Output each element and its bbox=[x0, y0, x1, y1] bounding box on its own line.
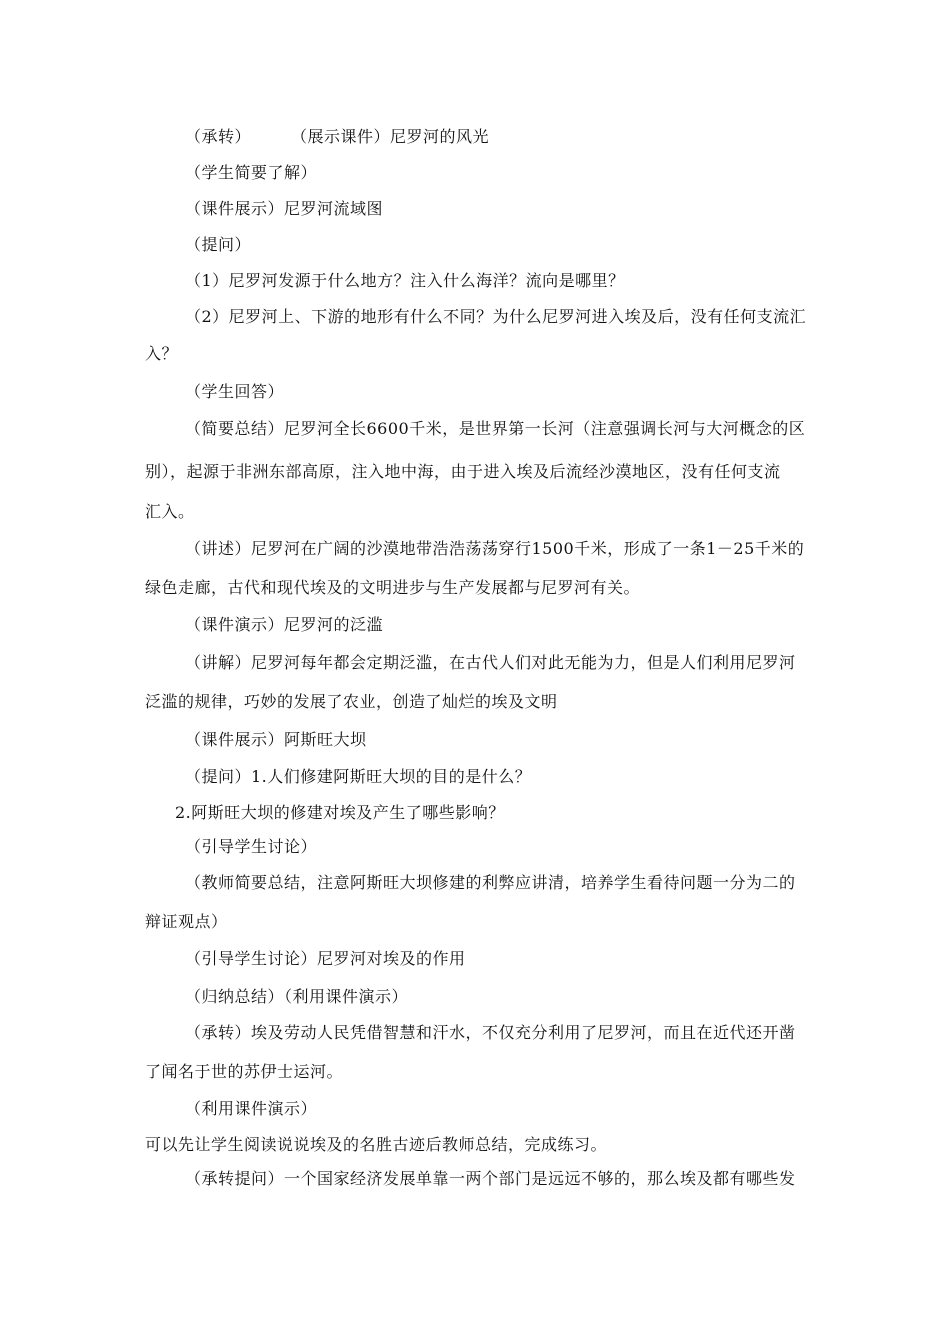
text-segment: （承转） bbox=[185, 127, 252, 146]
text-line: （简要总结）尼罗河全长6600千米，是世界第一长河（注意强调长河与大河概念的区 bbox=[185, 419, 806, 438]
text-line: （课件展示）阿斯旺大坝 bbox=[185, 730, 367, 749]
text-line: （讲述）尼罗河在广阔的沙漠地带浩浩荡荡穿行1500千米，形成了一条1－25千米的 bbox=[185, 539, 805, 558]
text-line: （承转）埃及劳动人民凭借智慧和汗水，不仅充分利用了尼罗河，而且在近代还开凿 bbox=[185, 1023, 796, 1042]
text-line: 可以先让学生阅读说说埃及的名胜古迹后教师总结，完成练习。 bbox=[145, 1135, 608, 1154]
text-line: （承转提问）一个国家经济发展单靠一两个部门是远远不够的，那么埃及都有哪些发 bbox=[185, 1169, 796, 1188]
text-line bbox=[185, 126, 855, 148]
text-line: （课件展示）尼罗河流域图 bbox=[185, 199, 384, 218]
text-line: 别），起源于非洲东部高原，注入地中海，由于进入埃及后流经沙漠地区，没有任何支流 bbox=[145, 462, 781, 481]
text-line: （归纳总结）（利用课件演示） bbox=[185, 987, 409, 1006]
text-line: （利用课件演示） bbox=[185, 1099, 318, 1118]
text-line: （提问）1.人们修建阿斯旺大坝的目的是什么？ bbox=[185, 767, 532, 786]
text-line: （学生回答） bbox=[185, 382, 285, 401]
text-line: 绿色走廊，古代和现代埃及的文明进步与生产发展都与尼罗河有关。 bbox=[145, 578, 641, 597]
text-line: （1）尼罗河发源于什么地方？注入什么海洋？流向是哪里？ bbox=[185, 271, 625, 290]
text-line: （教师简要总结，注意阿斯旺大坝修建的利弊应讲清，培养学生看待问题一分为二的 bbox=[185, 873, 796, 892]
text-line: （引导学生讨论）尼罗河对埃及的作用 bbox=[185, 949, 466, 968]
text-line: （讲解）尼罗河每年都会定期泛滥，在古代人们对此无能为力，但是人们利用尼罗河 bbox=[185, 653, 796, 672]
text-line: 2.阿斯旺大坝的修建对埃及产生了哪些影响？ bbox=[175, 803, 505, 822]
text-segment: （展示课件）尼罗河的风光 bbox=[291, 127, 490, 146]
text-line: （课件演示）尼罗河的泛滥 bbox=[185, 615, 384, 634]
text-line: 辩证观点） bbox=[145, 912, 228, 931]
text-line: 了闻名于世的苏伊士运河。 bbox=[145, 1062, 344, 1081]
text-line: （提问） bbox=[185, 235, 252, 254]
text-line: 泛滥的规律，巧妙的发展了农业，创造了灿烂的埃及文明 bbox=[145, 692, 558, 711]
text-line: 汇入。 bbox=[145, 502, 195, 521]
text-line: 入？ bbox=[145, 344, 179, 363]
text-line: （引导学生讨论） bbox=[185, 837, 318, 856]
text-line: （学生简要了解） bbox=[185, 163, 318, 182]
text-line: （2）尼罗河上、下游的地形有什么不同？为什么尼罗河进入埃及后，没有任何支流汇 bbox=[185, 307, 807, 326]
